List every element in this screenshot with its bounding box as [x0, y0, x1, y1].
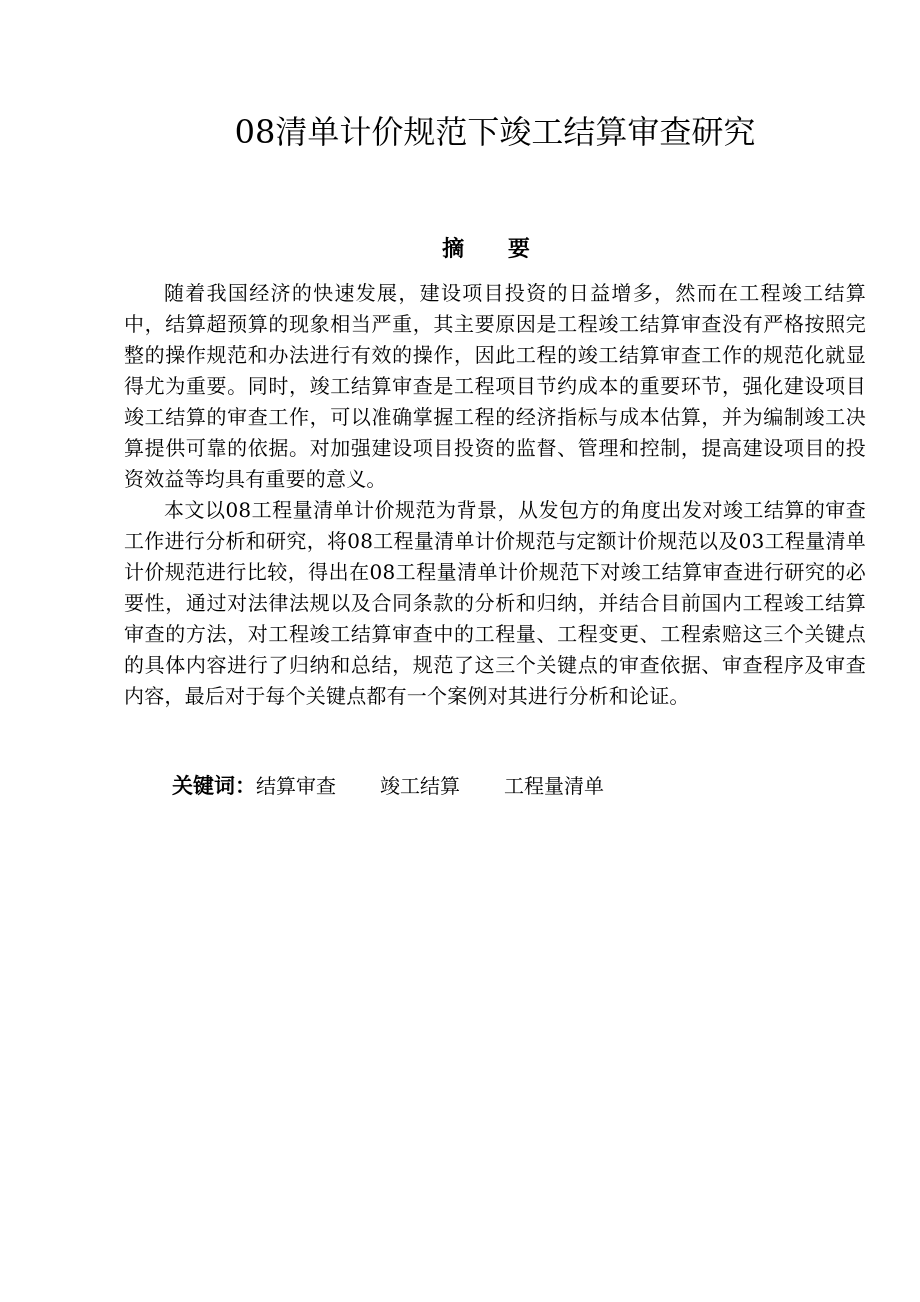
keyword-2: 竣工结算 [380, 774, 460, 798]
document-title: 08清单计价规范下竣工结算审查研究 [234, 113, 756, 151]
keywords-line [172, 770, 604, 802]
abstract-heading: 摘 要 [442, 237, 548, 262]
abstract-body [124, 278, 866, 712]
keywords-label: 关键词： [172, 774, 256, 798]
abstract-paragraph-1: 随着我国经济的快速发展，建设项目投资的日益增多，然而在工程竣工结算中，结算超预算的现象相当严重，其主要原因是工程竣工结算审查没有严格按照完整的操作规范和办法进行有效的操作，因此工程的竣工结算审查工作的规范化就显得尤为重要。同时，竣工结算审查是工程项目节约成本的重要环节，强化建设项目竣工结算的审查工作，可以准确掌握工程的经济指标与成本估算，并为编制竣工决算提供可靠的依据。对加强建设项目投资的监督、管理和控制，提高建设项目的投资效益等均具有重要的意义。 [124, 281, 866, 491]
abstract-paragraph-2: 本文以08工程量清单计价规范为背景，从发包方的角度出发对竣工结算的审查工作进行分析和研究，将08工程量清单计价规范与定额计价规范以及03工程量清单计价规范进行比较，得出在08工程量清单计价规范下对竣工结算审查进行研究的必要性，通过对法律法规以及合同条款的分析和归纳，并结合目前国内工程竣工结算审查的方法，对工程竣工结算审查中的工程量、工程变更、工程索赔这三个关键点的具体内容进行了归纳和总结，规范了这三个关键点的审查依据、审查程序及审查内容，最后对于每个关键点都有一个案例对其进行分析和论证。 [124, 498, 866, 708]
keyword-1: 结算审查 [256, 774, 336, 798]
keyword-3: 工程量清单 [504, 774, 604, 798]
